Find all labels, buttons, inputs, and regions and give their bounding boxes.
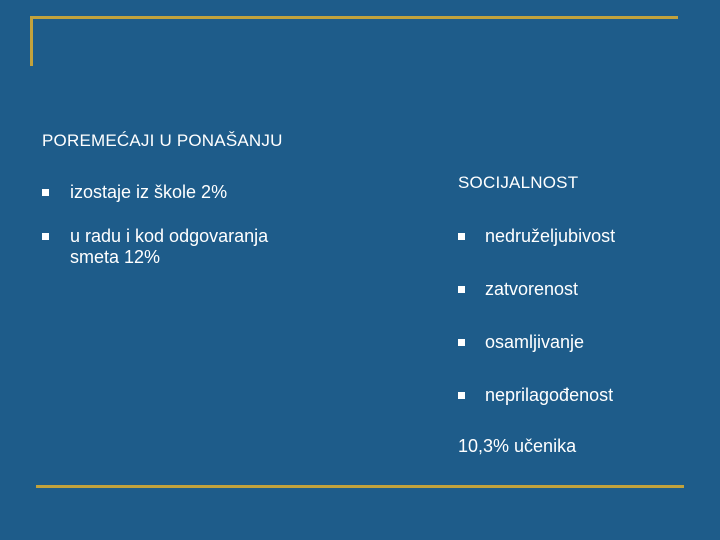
- right-bullet-list: [458, 226, 708, 438]
- square-bullet-icon: [458, 392, 465, 399]
- square-bullet-icon: [42, 233, 49, 240]
- list-item-text: izostaje iz škole 2%: [70, 182, 228, 202]
- list-item: [42, 226, 312, 268]
- list-item-text: osamljivanje: [485, 332, 585, 352]
- frame-line-left: [30, 16, 33, 66]
- square-bullet-icon: [458, 339, 465, 346]
- list-item-text: neprilagođenost: [485, 385, 614, 405]
- square-bullet-icon: [458, 286, 465, 293]
- left-bullet-list: [42, 182, 312, 291]
- list-item-text: u radu i kod odgovaranja smeta 12%: [70, 226, 269, 267]
- list-item-text: zatvorenost: [485, 279, 579, 299]
- frame-line-bottom: [36, 485, 684, 488]
- students-percentage-note: 10,3% učenika: [458, 436, 577, 456]
- frame-line-top: [30, 16, 678, 19]
- list-item: [458, 226, 708, 247]
- left-column-heading: POREMEĆAJI U PONAŠANJU: [42, 131, 283, 150]
- list-item-text: nedruželjubivost: [485, 226, 616, 246]
- square-bullet-icon: [42, 189, 49, 196]
- square-bullet-icon: [458, 233, 465, 240]
- list-item: [42, 182, 312, 203]
- list-item: [458, 279, 708, 300]
- list-item: [458, 332, 708, 353]
- right-column-heading: SOCIJALNOST: [458, 173, 579, 192]
- list-item: [458, 385, 708, 406]
